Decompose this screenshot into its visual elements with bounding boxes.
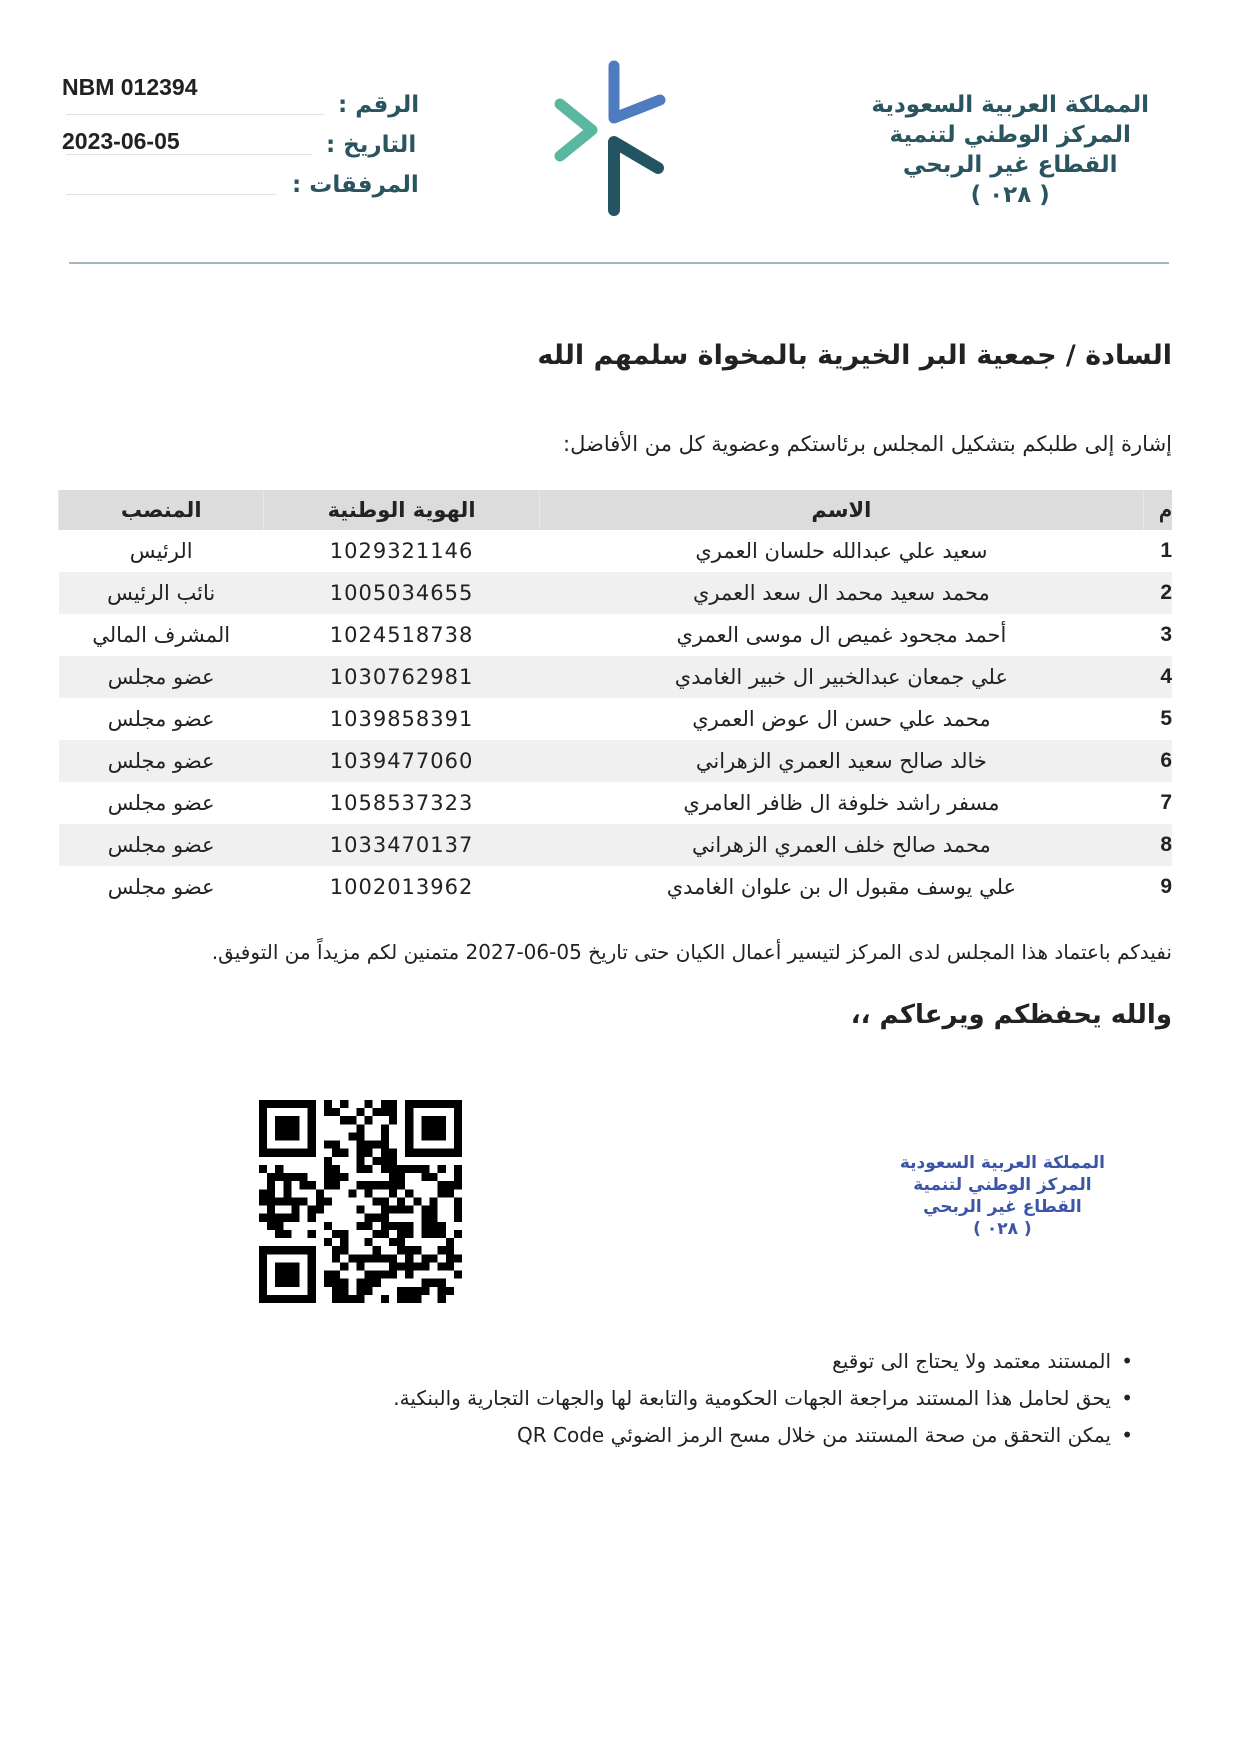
member-role: المشرف المالي	[92, 623, 231, 647]
member-name: محمد سعيد محمد ال سعد العمري	[539, 572, 1143, 614]
member-role: عضو مجلس	[59, 656, 264, 698]
row-number: 3	[1160, 623, 1172, 646]
national-id: 1005034655	[264, 572, 539, 614]
row-number: 8	[1144, 824, 1172, 866]
header-name: الاسم	[539, 490, 1143, 530]
member-name: علي جمعان عبدالخبير ال خبير الغامدي	[539, 656, 1143, 698]
row-number: 1	[1160, 539, 1172, 562]
reference-underline	[66, 114, 324, 115]
ncnp-logo-icon	[552, 60, 670, 218]
national-id: 1029321146	[329, 539, 474, 563]
national-id: 1024518738	[329, 623, 474, 647]
stamp-line: ( ٠٢٨ )	[973, 1219, 1032, 1239]
org-name-header	[871, 90, 1149, 210]
member-name: مسفر راشد خلوفة ال ظافر العامري	[683, 791, 1000, 815]
header-role: المنصب	[59, 490, 264, 530]
national-id: 1030762981	[264, 656, 539, 698]
date-underline	[66, 154, 312, 155]
national-id: 1058537323	[329, 791, 474, 815]
member-name: محمد علي حسن ال عوض العمري	[692, 707, 991, 731]
table-row	[59, 530, 1173, 572]
national-id: 1039858391	[329, 707, 474, 731]
attachments-underline	[66, 194, 276, 195]
stamp-line: المملكة العربية السعودية	[899, 1153, 1105, 1173]
member-role: عضو مجلس	[59, 824, 264, 866]
member-name: علي يوسف مقبول ال بن علوان الغامدي	[666, 875, 1017, 899]
org-line: ( ٠٢٨ )	[970, 182, 1050, 208]
row-number: 9	[1160, 875, 1172, 898]
table-row	[59, 740, 1173, 782]
row-number: 6	[1144, 740, 1172, 782]
date-label: التاريخ :	[326, 132, 417, 158]
table-row	[59, 572, 1173, 614]
table-row	[59, 614, 1173, 656]
member-role: نائب الرئيس	[59, 572, 264, 614]
org-stamp	[900, 1152, 1105, 1240]
approval-notice: نفيدكم باعتماد هذا المجلس لدى المركز لتيسير أعمال الكيان حتى تاريخ 05-06-2027 متمنين لكم مزيداً من التوفيق.	[211, 940, 1172, 964]
member-name: أحمد مجحود غميص ال موسى العمري	[676, 623, 1007, 647]
member-role: عضو مجلس	[107, 707, 215, 731]
addressee: السادة / جمعية البر الخيرية بالمخواة سلمهم الله	[537, 340, 1172, 371]
reference-number: NBM 012394	[62, 74, 198, 100]
member-name: محمد صالح خلف العمري الزهراني	[539, 824, 1143, 866]
table-row	[59, 866, 1173, 908]
member-role: الرئيس	[129, 539, 193, 563]
qr-code-icon	[259, 1100, 462, 1303]
table-row	[59, 698, 1173, 740]
header-id: الهوية الوطنية	[264, 490, 539, 530]
org-line: القطاع غير الربحي	[902, 152, 1118, 178]
member-name: خالد صالح سعيد العمري الزهراني	[539, 740, 1143, 782]
intro-text: إشارة إلى طلبكم بتشكيل المجلس برئاستكم وعضوية كل من الأفاضل:	[563, 432, 1172, 456]
member-role: عضو مجلس	[59, 740, 264, 782]
row-number: 2	[1144, 572, 1172, 614]
row-number: 4	[1144, 656, 1172, 698]
org-line: المركز الوطني لتنمية	[889, 122, 1131, 148]
national-id: 1002013962	[329, 875, 474, 899]
table-header-row	[59, 490, 1173, 530]
stamp-line: القطاع غير الربحي	[923, 1197, 1082, 1217]
table-row	[59, 656, 1173, 698]
stamp-line: المركز الوطني لتنمية	[913, 1175, 1092, 1195]
members-table	[58, 490, 1172, 908]
row-number: 5	[1160, 707, 1172, 730]
member-role: عضو مجلس	[107, 875, 215, 899]
note-item: • يحق لحامل هذا المستند مراجعة الجهات الحكومية والتابعة لها والجهات التجارية والبنكية.	[393, 1380, 1133, 1417]
closing-text: والله يحفظكم ويرعاكم ،،	[850, 1000, 1172, 1030]
member-name: سعيد علي عبدالله حلسان العمري	[695, 539, 988, 563]
row-number: 7	[1160, 791, 1172, 814]
date-value: 2023-06-05	[62, 128, 180, 154]
member-role: عضو مجلس	[107, 791, 215, 815]
reference-label: الرقم :	[338, 92, 420, 118]
org-line: المملكة العربية السعودية	[871, 92, 1149, 118]
national-id: 1033470137	[264, 824, 539, 866]
note-item: • المستند معتمد ولا يحتاج الى توقيع	[393, 1343, 1133, 1380]
national-id: 1039477060	[264, 740, 539, 782]
table-row	[59, 782, 1173, 824]
attachments-label: المرفقات :	[292, 172, 419, 198]
header-divider	[69, 262, 1169, 264]
table-row	[59, 824, 1173, 866]
notes-list	[393, 1343, 1133, 1454]
note-item: • يمكن التحقق من صحة المستند من خلال مسح الرمز الضوئي QR Code	[393, 1417, 1133, 1454]
header-no: م	[1144, 490, 1172, 530]
